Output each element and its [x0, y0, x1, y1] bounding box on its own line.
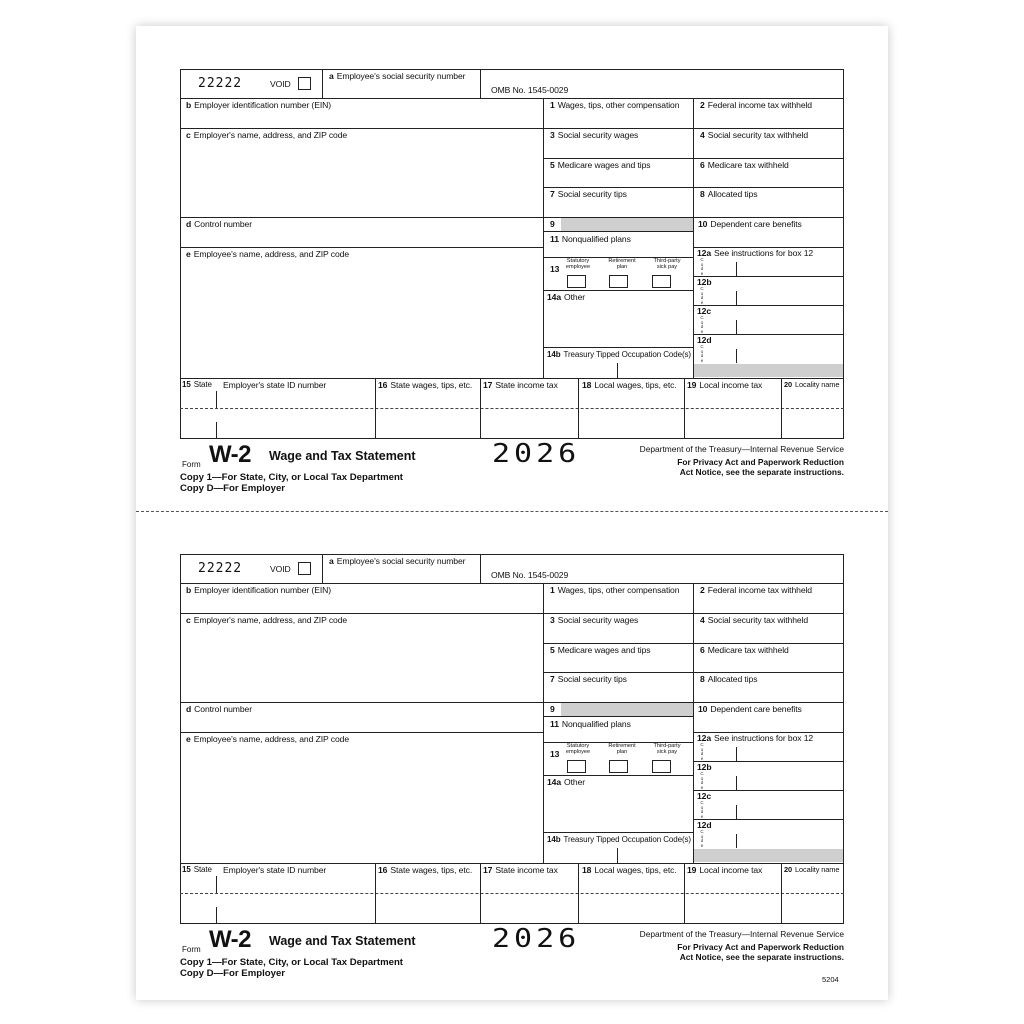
- footer-copy-d: Copy D—For Employer: [180, 483, 286, 494]
- perforation-line: [136, 511, 888, 512]
- box-18-label: 18 Local wages, tips, etc.: [582, 380, 677, 390]
- box-12b-code-label: C o d e: [700, 771, 704, 790]
- void-label: VOID: [270, 564, 291, 574]
- box-b-label: b Employer identification number (EIN): [186, 585, 331, 595]
- box-18-label: 18 Local wages, tips, etc.: [582, 865, 677, 875]
- box-15-label: 15 State: [182, 865, 212, 874]
- box-20-label: 20 Locality name: [784, 865, 840, 874]
- box-e-label: e Employee's name, address, and ZIP code: [186, 734, 350, 744]
- box-5-label: 5 Medicare wages and tips: [550, 160, 651, 170]
- box-a-label: a Employee's social security number: [329, 556, 466, 566]
- box-13-label: 13: [550, 749, 560, 759]
- footer-title: Wage and Tax Statement: [269, 934, 416, 948]
- box-12a-code-label: C o d e: [700, 257, 704, 276]
- footer-form-name: W-2: [209, 926, 252, 953]
- box-11-label: 11 Nonqualified plans: [550, 234, 631, 244]
- box-16-label: 16 State wages, tips, etc.: [378, 865, 473, 875]
- box-d-label: d Control number: [186, 704, 252, 714]
- box-14a-label: 14a Other: [547, 777, 586, 787]
- box-19-label: 19 Local income tax: [687, 380, 763, 390]
- box-12b-label: 12b: [697, 277, 712, 287]
- box-8-label: 8 Allocated tips: [700, 674, 758, 684]
- box-17-label: 17 State income tax: [483, 380, 558, 390]
- statutory-employee-checkbox[interactable]: [567, 275, 586, 288]
- footer-copy-d: Copy D—For Employer: [180, 968, 286, 979]
- box-13-retirement-label: Retirement plan: [608, 258, 636, 270]
- footer-form-name: W-2: [209, 441, 252, 468]
- box-9-label: 9: [550, 704, 555, 714]
- box-9-shading: [561, 703, 693, 716]
- retirement-plan-checkbox[interactable]: [609, 275, 628, 288]
- box-12b-label: 12b: [697, 762, 712, 772]
- void-label: VOID: [270, 79, 291, 89]
- box-12a-code-label: C o d e: [700, 742, 704, 761]
- statutory-employee-checkbox[interactable]: [567, 760, 586, 773]
- box-7-label: 7 Social security tips: [550, 674, 627, 684]
- box-1-label: 1 Wages, tips, other compensation: [550, 100, 680, 110]
- box-17-label: 17 State income tax: [483, 865, 558, 875]
- box-b-label: b Employer identification number (EIN): [186, 100, 331, 110]
- box-19-label: 19 Local income tax: [687, 865, 763, 875]
- box-8-label: 8 Allocated tips: [700, 189, 758, 199]
- w2-copy-top: [180, 69, 844, 509]
- box-12a-label: 12a See instructions for box 12: [697, 248, 814, 258]
- box-13-thirdparty-label: Third-party sick pay: [653, 258, 681, 270]
- box-6-label: 6 Medicare tax withheld: [700, 160, 789, 170]
- w2-copy-bottom: [180, 554, 844, 994]
- box-12c-code-label: C o d e: [700, 315, 704, 334]
- void-checkbox[interactable]: [298, 77, 311, 90]
- box-12c-label: 12c: [697, 306, 712, 316]
- box-1-label: 1 Wages, tips, other compensation: [550, 585, 680, 595]
- box-14a-label: 14a Other: [547, 292, 586, 302]
- box-13-statutory-label: Statutory employee: [565, 258, 591, 270]
- box-5-label: 5 Medicare wages and tips: [550, 645, 651, 655]
- box-15-state-id-label: Employer's state ID number: [223, 380, 327, 390]
- footer-privacy-line-1: For Privacy Act and Paperwork Reduction: [677, 457, 844, 467]
- box-13-retirement-label: Retirement plan: [608, 743, 636, 755]
- box-12d-label: 12d: [697, 820, 712, 830]
- box-6-label: 6 Medicare tax withheld: [700, 645, 789, 655]
- footer-form-word: Form: [182, 945, 201, 954]
- footer-copy-1: Copy 1—For State, City, or Local Tax Department: [180, 957, 404, 968]
- box-12d-label: 12d: [697, 335, 712, 345]
- form-id-number: 22222: [198, 561, 243, 576]
- box-12-shading: [694, 849, 843, 862]
- box-12-shading: [694, 364, 843, 377]
- box-12b-code-label: C o d e: [700, 286, 704, 305]
- footer-title: Wage and Tax Statement: [269, 449, 416, 463]
- box-7-label: 7 Social security tips: [550, 189, 627, 199]
- third-party-sick-pay-checkbox[interactable]: [652, 275, 671, 288]
- box-e-label: e Employee's name, address, and ZIP code: [186, 249, 350, 259]
- box-15-label: 15 State: [182, 380, 212, 389]
- box-12d-code-label: C o d e: [700, 344, 704, 363]
- box-9-shading: [561, 218, 693, 231]
- footer-form-word: Form: [182, 460, 201, 469]
- box-13-statutory-label: Statutory employee: [565, 743, 591, 755]
- box-11-label: 11 Nonqualified plans: [550, 719, 631, 729]
- box-2-label: 2 Federal income tax withheld: [700, 100, 812, 110]
- box-9-label: 9: [550, 219, 555, 229]
- box-20-label: 20 Locality name: [784, 380, 840, 389]
- box-4-label: 4 Social security tax withheld: [700, 130, 809, 140]
- void-checkbox[interactable]: [298, 562, 311, 575]
- omb-number: OMB No. 1545-0029: [491, 570, 569, 580]
- box-c-label: c Employer's name, address, and ZIP code: [186, 130, 348, 140]
- box-15-state-id-label: Employer's state ID number: [223, 865, 327, 875]
- footer-privacy-line-2: Act Notice, see the separate instructions.: [679, 467, 844, 477]
- box-12d-code-label: C o d e: [700, 829, 704, 848]
- footer-department: Department of the Treasury—Internal Revenue Service: [639, 929, 844, 939]
- footer-copy-1: Copy 1—For State, City, or Local Tax Department: [180, 472, 404, 483]
- footer-privacy-line-2: Act Notice, see the separate instructions.: [679, 952, 844, 962]
- catalog-number: 5204: [822, 975, 839, 984]
- box-d-label: d Control number: [186, 219, 252, 229]
- retirement-plan-checkbox[interactable]: [609, 760, 628, 773]
- footer-year: 2026: [492, 439, 581, 469]
- box-12c-label: 12c: [697, 791, 712, 801]
- box-2-label: 2 Federal income tax withheld: [700, 585, 812, 595]
- box-a-label: a Employee's social security number: [329, 71, 466, 81]
- box-16-label: 16 State wages, tips, etc.: [378, 380, 473, 390]
- footer-department: Department of the Treasury—Internal Revenue Service: [639, 444, 844, 454]
- footer-privacy-line-1: For Privacy Act and Paperwork Reduction: [677, 942, 844, 952]
- box-3-label: 3 Social security wages: [550, 130, 639, 140]
- box-3-label: 3 Social security wages: [550, 615, 639, 625]
- box-10-label: 10 Dependent care benefits: [698, 704, 802, 714]
- box-14b-label: 14b Treasury Tipped Occupation Code(s): [547, 350, 691, 359]
- box-12c-code-label: C o d e: [700, 800, 704, 819]
- box-13-label: 13: [550, 264, 560, 274]
- form-id-number: 22222: [198, 76, 243, 91]
- box-10-label: 10 Dependent care benefits: [698, 219, 802, 229]
- omb-number: OMB No. 1545-0029: [491, 85, 569, 95]
- box-14b-label: 14b Treasury Tipped Occupation Code(s): [547, 835, 691, 844]
- box-c-label: c Employer's name, address, and ZIP code: [186, 615, 348, 625]
- third-party-sick-pay-checkbox[interactable]: [652, 760, 671, 773]
- box-4-label: 4 Social security tax withheld: [700, 615, 809, 625]
- footer-year: 2026: [492, 924, 581, 954]
- box-12a-label: 12a See instructions for box 12: [697, 733, 814, 743]
- box-13-thirdparty-label: Third-party sick pay: [653, 743, 681, 755]
